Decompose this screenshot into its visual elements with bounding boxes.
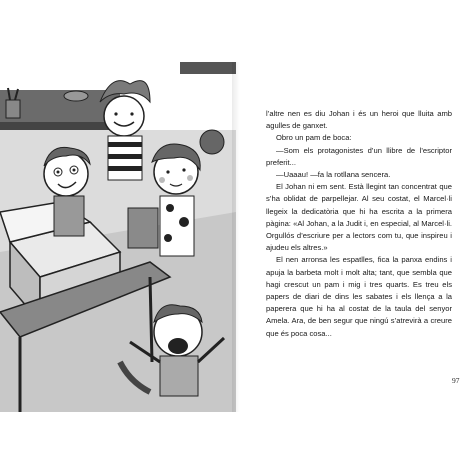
page-gutter bbox=[232, 62, 240, 412]
paragraph: El nen arronsa les espatlles, fica la panxa endins i apuja la barbeta molt i molt alta; tant, que sembla que hagi crescut un pam i mig i tres quarts. Es treu els papers de diari de dins les sabates i els llença a la paperera que hi ha al costat de la taula del senyor Amela. Ara, de ben segur que ningú s’atrevirà a creure que és poca cosa... bbox=[266, 255, 452, 338]
text-page bbox=[266, 108, 452, 340]
paragraph: l’altre nen es diu Johan i és un heroi que lluita amb agulles de ganxet. bbox=[266, 109, 452, 131]
paragraph: Obro un pam de boca: bbox=[276, 133, 352, 143]
page-number: 97 bbox=[452, 376, 460, 385]
illustration-panel bbox=[0, 62, 236, 412]
book-spread bbox=[0, 62, 472, 412]
paragraph: El Johan ni em sent. Està llegint tan concentrat que s’ha oblidat de parpellejar. Al seu costat, el Marcel·li llegeix la dedicatòria que hi ha escrita a la primera pàgina: «Al Johan, a la Judit i, en especial, al Marcel·li. Orgullós d’escriure per a lectors com tu, que inspireu i ajudeu els altres.» bbox=[266, 182, 452, 253]
paragraph: —Som els protagonistes d’un llibre de l’escriptor preferit... bbox=[266, 145, 452, 167]
children-celebrating-illustration-icon bbox=[0, 62, 236, 412]
paragraph: —Uaaau! —fa la rotllana sencera. bbox=[276, 170, 391, 180]
